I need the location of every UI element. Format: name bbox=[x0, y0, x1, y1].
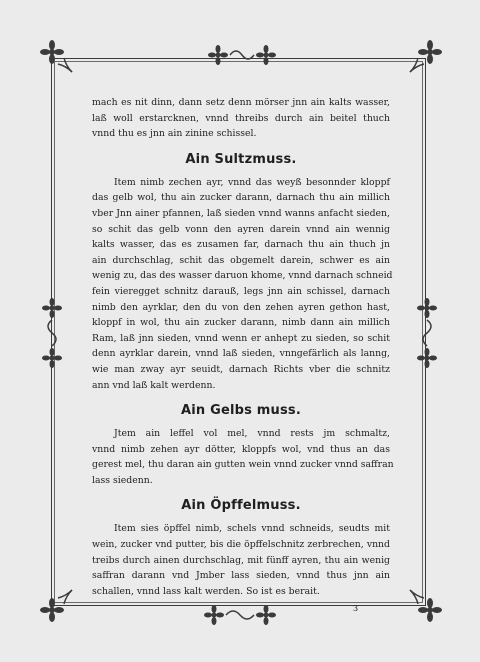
text-line: wie man zway ayr seuidt, darnach Richts vber die schnitz bbox=[92, 363, 390, 375]
text-line: nimb den ayrklar, den du von den zehen ayren gethon hast, bbox=[92, 301, 390, 313]
page-number: 3 bbox=[353, 604, 359, 613]
recipe-heading: Ain Gelbs muss. bbox=[180, 403, 302, 419]
text-line: saffran darann vnd Jmber lass sieden, vnnd thus jnn ain bbox=[92, 570, 390, 582]
text-line: Ram, laß jnn sieden, vnnd wenn er anhept zu sieden, so schit bbox=[92, 332, 390, 344]
text-line: das gelb wol, thu ain zucker darann, darnach thu ain millich bbox=[92, 192, 390, 204]
text-line: kloppf in wol, thu ain zucker darann, nimb dann ain millich bbox=[92, 317, 390, 329]
recipe-heading: Ain Öpffelmuss. bbox=[181, 498, 301, 514]
text-line: schallen, vnnd lass kalt werden. So ist es berait. bbox=[92, 585, 320, 597]
recipe-paragraph bbox=[92, 175, 393, 393]
recipe-paragraph bbox=[92, 426, 394, 488]
text-line: vnnd thu es jnn ain zinine schissel. bbox=[92, 128, 257, 140]
corner-ornament-bottom-right bbox=[404, 584, 444, 624]
text-line: treibs durch ainen durchschlag, mit fünff ayren, thu ain wenig bbox=[92, 554, 390, 566]
text-line: ann vnd laß kalt werdenn. bbox=[92, 379, 216, 391]
bottom-center-ornament bbox=[200, 604, 280, 626]
text-line: so schit das gelb vonn den ayren darein vnnd ain wennig bbox=[92, 223, 390, 235]
text-line: wenig zu, das des wasser daruon khome, vnnd darnach schneid bbox=[92, 270, 393, 282]
text-line: wein, zucker vnd putter, bis die öpffelschnitz zerbrechen, vnnd bbox=[92, 539, 390, 551]
corner-ornament-bottom-left bbox=[38, 584, 78, 624]
recipe-text-body bbox=[92, 95, 394, 599]
text-line: ain durchschlag, schit das obgemelt darein, schwer es ain bbox=[92, 254, 390, 266]
recipe-paragraph bbox=[92, 95, 390, 142]
corner-ornament-top-left bbox=[38, 38, 78, 78]
text-line: laß woll erstarcknen, vnnd threibs durch ain beitel thuch bbox=[92, 112, 390, 124]
right-side-ornament bbox=[416, 296, 438, 370]
recipe-heading: Ain Sultzmuss. bbox=[185, 151, 297, 167]
text-line: fein vieregget schnitz darauß, legs jnn ain schissel, darnach bbox=[92, 285, 390, 297]
text-line: Item nimb zechen ayr, vnnd das weyß besonnder kloppf bbox=[114, 176, 390, 188]
left-side-ornament bbox=[41, 296, 63, 370]
text-line: Jtem ain leffel vol mel, vnnd rests jm schmaltz, bbox=[114, 428, 390, 440]
text-line: gerest mel, thu daran ain gutten wein vnnd zucker vnnd saffran bbox=[92, 459, 394, 471]
corner-ornament-top-right bbox=[404, 38, 444, 78]
text-line: Item sies öpffel nimb, schels vnnd schneids, seudts mit bbox=[114, 523, 390, 535]
text-line: vber Jnn ainer pfannen, laß sieden vnnd wanns anfacht sieden, bbox=[92, 207, 390, 219]
text-line: vnnd nimb zehen ayr dötter, kloppfs wol, vnd thus an das bbox=[92, 443, 390, 455]
text-line: lass siedenn. bbox=[92, 474, 153, 486]
text-line: kalts wasser, das es zusamen far, darnach thu ain thuch jn bbox=[92, 239, 390, 251]
text-line: mach es nit dinn, dann setz denn mörser jnn ain kalts wasser, bbox=[92, 97, 390, 108]
text-line: denn ayrklar darein, vnnd laß sieden, vnngefärlich als lanng, bbox=[92, 348, 390, 360]
top-center-ornament bbox=[204, 44, 280, 66]
recipe-paragraph bbox=[92, 521, 390, 599]
